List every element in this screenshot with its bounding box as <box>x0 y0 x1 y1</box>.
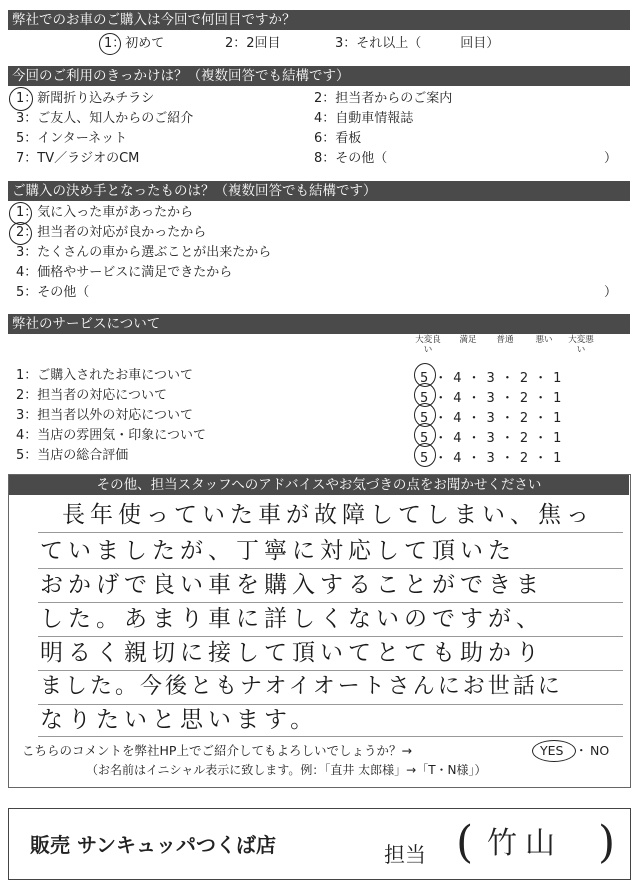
q2-option-6[interactable]: 6：看板 <box>314 131 362 146</box>
staff-name: 竹山 <box>487 826 563 861</box>
store-name: 販売 サンキュッパつくば店 <box>30 833 276 857</box>
scale-header-2: 満足 <box>459 335 477 345</box>
q2-option-3[interactable]: 3：ご友人、知人からのご紹介 <box>16 111 194 126</box>
publish-question: こちらのコメントを弊社HP上でご紹介してもよろしいでしょうか？→ <box>22 743 412 758</box>
q3-option-2[interactable]: 2：担当者の対応が良かったから <box>16 225 207 240</box>
comment-line-1: 長年使っていた車が故障してしまい、焦っ <box>62 502 594 528</box>
comment-line-5: 明るく親切に接して頂いてとても助かり <box>40 640 544 666</box>
staff-paren-close: ) <box>598 817 616 868</box>
q3-option-4[interactable]: 4：価格やサービスに満足できたから <box>16 265 233 280</box>
q2-option-8[interactable]: 8：その他（ <box>314 151 388 166</box>
ruled-line <box>38 532 623 533</box>
q2-option-1[interactable]: 1：新聞折り込みチラシ <box>16 91 155 106</box>
q2-selected-circle <box>9 87 33 111</box>
q1-option-3[interactable]: 3：それ以上（ 回目） <box>335 36 500 51</box>
q3-selected-circle-2 <box>9 222 32 245</box>
scale-header-3: 普通 <box>496 335 514 345</box>
q3-option-3[interactable]: 3：たくさんの車から選ぶことが出来たから <box>16 245 272 260</box>
ruled-line <box>38 568 623 569</box>
publish-no[interactable]: NO <box>590 743 610 758</box>
q5-title: その他、担当スタッフへのアドバイスやお気づきの点をお聞かせください <box>9 475 629 495</box>
q1-title: 弊社でのお車のご購入は今回で何回目ですか？ <box>8 10 630 30</box>
publish-yes-circle <box>532 740 576 762</box>
comment-line-6: ました。今後ともナオイオートさんにお世話に <box>40 674 563 699</box>
q4-item-1-scale[interactable]: 5・4・3・2・1 <box>420 371 568 386</box>
staff-paren-open: ( <box>456 817 474 868</box>
q4-item-5-label: 5：当店の総合評価 <box>16 448 129 463</box>
q4-item-3-scale[interactable]: 5・4・3・2・1 <box>420 411 568 426</box>
comment-line-3: おかげで良い車を購入することができま <box>40 572 544 598</box>
q4-item-5-scale[interactable]: 5・4・3・2・1 <box>420 451 568 466</box>
ruled-line <box>38 736 623 737</box>
q3-option-5-close: ） <box>604 285 618 300</box>
publish-yes[interactable]: YES <box>540 743 564 758</box>
q4-item-3-label: 3：担当者以外の対応について <box>16 408 194 423</box>
comment-line-2: ていましたが、丁寧に対応して頂いた <box>40 538 516 564</box>
comment-line-7: なりたいと思います。 <box>40 707 319 733</box>
q1-option-2[interactable]: 2：2回目 <box>225 36 281 51</box>
q2-option-7[interactable]: 7：TV／ラジオのCM <box>16 151 140 166</box>
comment-line-4: した。あまり車に詳しくないのですが、 <box>40 606 544 632</box>
q4-item-1-label: 1：ご購入されたお車について <box>16 368 194 383</box>
ruled-line <box>38 636 623 637</box>
q3-option-5[interactable]: 5：その他（ <box>16 285 90 300</box>
q2-option-4[interactable]: 4：自動車情報誌 <box>314 111 414 126</box>
q4-title: 弊社のサービスについて <box>8 314 630 334</box>
q1-selected-circle <box>99 33 121 55</box>
q4-item-2-label: 2：担当者の対応について <box>16 388 168 403</box>
q4-item-2-scale[interactable]: 5・4・3・2・1 <box>420 391 568 406</box>
publish-separator: ・ <box>575 743 588 758</box>
scale-header-1: 大変良い <box>415 335 441 355</box>
q3-option-1[interactable]: 1：気に入った車があったから <box>16 205 194 220</box>
scale-header-4: 悪い <box>535 335 553 345</box>
q2-option-2[interactable]: 2：担当者からのご案内 <box>314 91 453 106</box>
q1-option-1[interactable]: 1：初めて <box>104 36 165 51</box>
q2-title: 今回のご利用のきっかけは？（複数回答でも結構です） <box>8 66 630 86</box>
staff-label: 担当 <box>384 843 426 867</box>
q4-item-4-label: 4：当店の雰囲気・印象について <box>16 428 207 443</box>
q4-item-4-scale[interactable]: 5・4・3・2・1 <box>420 431 568 446</box>
q2-option-5[interactable]: 5：インターネット <box>16 131 128 146</box>
q3-title: ご購入の決め手となったものは？（複数回答でも結構です） <box>8 181 630 201</box>
ruled-line <box>38 670 623 671</box>
ruled-line <box>38 602 623 603</box>
q4-item-5-selected-circle <box>414 443 436 467</box>
scale-header-5: 大変悪い <box>568 335 594 355</box>
q2-option-8-close: ） <box>604 151 618 166</box>
publish-note: （お名前はイニシャル表示に致します。例：「直井 太郎様」→「T・N様」） <box>86 763 487 777</box>
